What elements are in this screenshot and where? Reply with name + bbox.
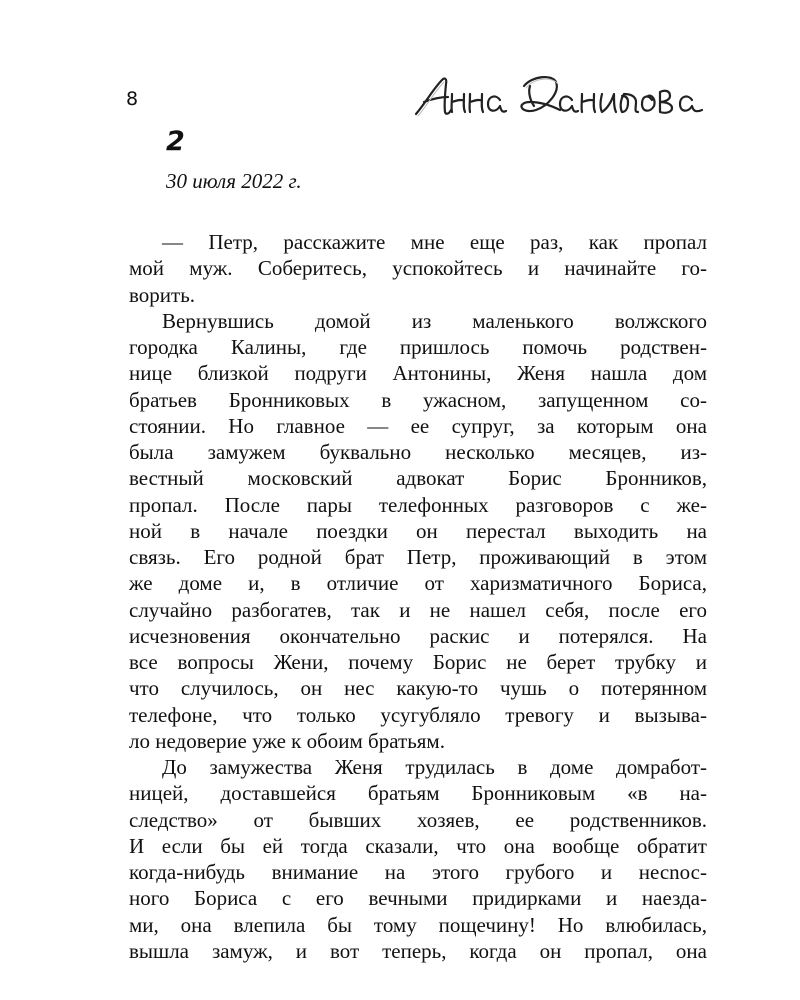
text-line: следство» от бывших хозяев, ее родственников. — [129, 807, 707, 832]
text-line: была замужем буквально несколько месяцев, из- — [129, 440, 707, 464]
text-line: До замужества Женя трудилась в доме домработ- — [162, 755, 707, 779]
text-line: братьев Бронниковых в ужасном, запущенном со- — [129, 387, 707, 412]
text-line: стоянии. Но главное — ее супруг, за которым она — [129, 413, 707, 438]
text-line: ной в начале поездки он перестал выходить на — [129, 518, 707, 543]
text-line: Вернувшись домой из маленького волжского — [162, 308, 707, 333]
text-line: ного Бориса с его вечными придирками и наезда- — [129, 886, 707, 911]
text-line: вышла замуж, и вот теперь, когда он пропал, она — [129, 938, 707, 963]
text-line: И если бы ей тогда сказали, что она вообще обратит — [129, 833, 707, 858]
text-line: когда-нибудь внимание на этого грубого и несnос- — [129, 860, 707, 884]
chapter-number: 2 — [166, 126, 185, 157]
text-line: ницей, доставшейся братьям Бронниковым «в на- — [129, 781, 707, 806]
text-line: ло недоверие уже к обоим братьям. — [129, 728, 445, 753]
paragraph — [129, 229, 707, 308]
text-line: мой муж. Соберитесь, успокойтесь и начинайте го- — [129, 256, 707, 281]
paragraph — [129, 754, 707, 964]
body-text — [129, 229, 707, 964]
text-line: связь. Его родной брат Петр, проживающий в этом — [129, 545, 707, 569]
text-line: телефоне, что только усугубляло тревогу и вызыва- — [129, 702, 707, 727]
text-line: пропал. После пары телефонных разговоров с же- — [129, 492, 707, 517]
running-head-author — [412, 66, 712, 130]
chapter-date: 30 июля 2022 г. — [166, 169, 302, 193]
text-line: городка Калины, где пришлось помочь родствен- — [129, 335, 707, 359]
text-line: что случилось, он нес какую-то чушь о потерянном — [129, 676, 707, 701]
text-line: ворить. — [129, 282, 196, 307]
text-line: все вопросы Жени, почему Борис не берет трубку и — [129, 650, 707, 674]
text-line: нице близкой подруги Антонины, Женя нашла дом — [129, 361, 707, 386]
text-line: вестный московский адвокат Борис Бронников, — [129, 466, 707, 491]
page-number: 8 — [126, 88, 139, 110]
text-line: ми, она влепила бы тому пощечину! Но влюбилась, — [129, 912, 707, 937]
author-script-logo — [412, 66, 712, 130]
paragraph — [129, 308, 707, 754]
text-line: исчезновения окончательно раскис и потерялся. На — [129, 623, 707, 648]
text-line: — Петр, расскажите мне еще раз, как пропал — [162, 230, 707, 254]
text-line: случайно разбогатев, так и не нашел себя, после его — [129, 597, 707, 622]
text-line: же доме и, в отличие от харизматичного Бориса, — [129, 571, 707, 596]
